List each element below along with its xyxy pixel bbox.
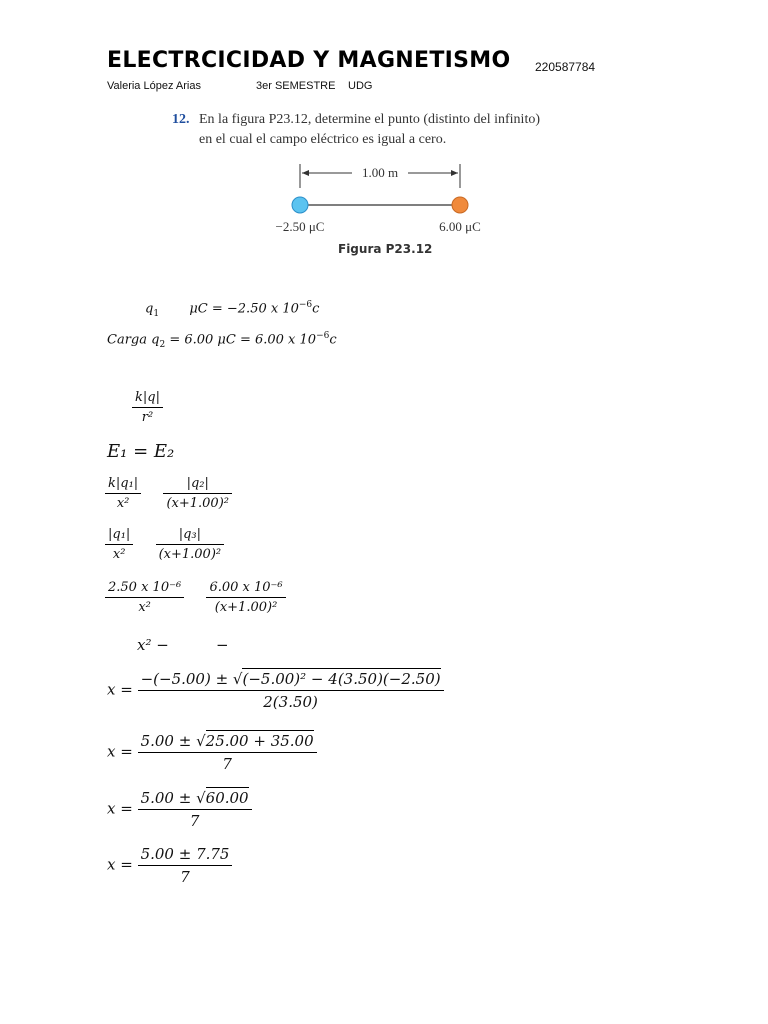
- student-name: Valeria López Arias: [107, 80, 201, 92]
- charge-figure: [262, 158, 502, 242]
- q2-definition: Carga $q_2 = 6.00$ μC = 6.00 x $10^{-6}c$: [107, 331, 337, 350]
- quadratic-partial-right: −: [216, 636, 229, 654]
- field-formula: $\frac{k|q|}{\text{r²}}$: [132, 390, 163, 425]
- school-label: UDG: [348, 80, 373, 92]
- solution-step-1: x = $\frac{\text{−(−5.00) ± √(−5.00)² − 4(3.50)(−2.50)}}{2(3.50)}$: [107, 670, 444, 711]
- arrowhead-right: [451, 170, 458, 176]
- equation-row-2: $\frac{\text{|q₁|}}{\text{x²}}$ $\frac{\text{|q₃|}}{\text{(x+1.00)²}}$: [105, 527, 224, 562]
- semester-label: 3er SEMESTRE: [256, 80, 336, 92]
- problem-statement: [172, 110, 540, 150]
- distance-label: 1.00 m: [361, 165, 399, 180]
- charge-left-circle: [292, 197, 308, 213]
- q1-definition: $q_1$ μC = −2.50 x $10^{-6}c$: [145, 300, 320, 319]
- charge-right-circle: [452, 197, 468, 213]
- equation-row-3: $\frac{\text{2.50 x 10⁻⁶}}{\text{x²}}$ $\frac{\text{6.00 x 10⁻⁶}}{\text{(x+1.00)²}}$: [105, 580, 286, 615]
- charge-right-label: 6.00 μC: [439, 219, 481, 234]
- solution-step-3: x = $\frac{5.00 \pm √60.00}{7}$: [107, 789, 252, 830]
- equation-row-1: $\frac{\text{k|q₁|}}{\text{x²}}$ $\frac{\text{|q₂|}}{\text{(x+1.00)²}}$: [105, 476, 232, 511]
- quadratic-partial-left: x² −: [137, 636, 169, 654]
- student-code: 220587784: [535, 60, 596, 74]
- problem-line-1: En la figura P23.12, determine el punto (distinto del infinito): [199, 112, 540, 127]
- solution-step-2: x = $\frac{5.00 \pm √25.00 + 35.00}{7}$: [107, 732, 317, 773]
- arrowhead-left: [302, 170, 309, 176]
- field-balance: E₁ = E₂: [107, 441, 175, 462]
- document-title: ELECTRCICIDAD Y MAGNETISMO: [107, 48, 511, 73]
- figure-caption: Figura P23.12: [338, 242, 433, 256]
- solution-step-4: x = $\frac{5.00 \pm 7.75}{7}$: [107, 845, 232, 886]
- problem-line-2: en el cual el campo eléctrico es igual a cero.: [199, 132, 447, 147]
- problem-number: 12.: [172, 112, 190, 127]
- charge-left-label: −2.50 μC: [275, 219, 325, 234]
